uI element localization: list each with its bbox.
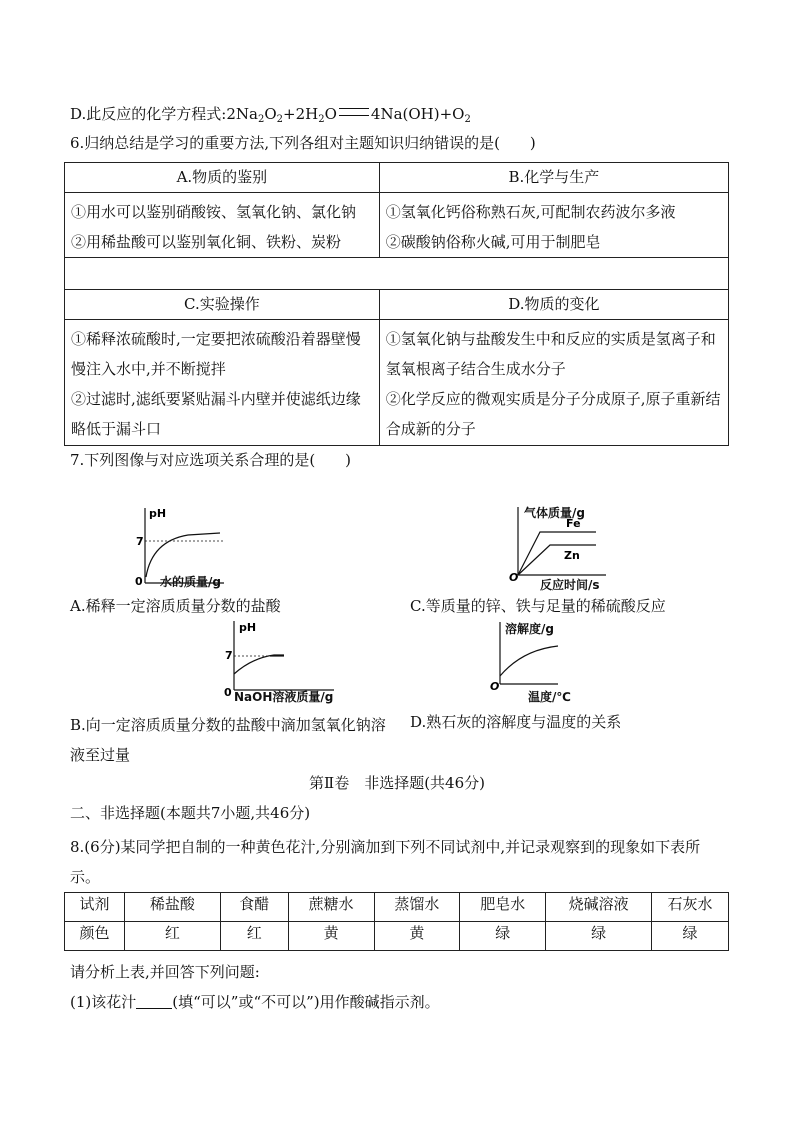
q7-caption-b: B.向一定溶质质量分数的盐酸中滴加氢氧化钠溶液至过量 (70, 716, 386, 764)
series-zn-label: Zn (564, 549, 580, 562)
q8-sub1-after: (填“可以”或“不可以”)用作酸碱指示剂。 (172, 993, 440, 1011)
origin-label: O (490, 680, 500, 692)
q8-table-header-row (65, 893, 729, 922)
ph-curve (234, 655, 284, 674)
y-axis-label: pH (149, 507, 167, 520)
series-fe-line (518, 532, 596, 575)
q8-header-cell: 食醋 (220, 893, 288, 922)
q8-analyze: 请分析上表,并回答下列问题: (70, 963, 260, 981)
q6-b-item-1: ①氢氧化钙俗称熟石灰,可配制农药波尔多液 (385, 203, 676, 221)
q8-sub1 (70, 992, 440, 1012)
y-axis-label: pH (239, 621, 257, 634)
q6-d-content (379, 320, 728, 446)
q8-sub1-before: (1)该花汁 (70, 993, 137, 1011)
q8-cell: 黄 (288, 922, 374, 951)
q8-header-cell: 石灰水 (652, 893, 729, 922)
section-heading: 二、非选择题(本题共7小题,共46分) (70, 804, 311, 822)
q6-a-item-2: ②用稀盐酸可以鉴别氧化铜、铁粉、炭粉 (71, 233, 342, 251)
ph-curve (146, 533, 220, 577)
q5-option-d (70, 104, 471, 124)
q8-header-cell: 稀盐酸 (124, 893, 220, 922)
q6-stem: 6.归纳总结是学习的重要方法,下列各组对主题知识归纳错误的是( ) (70, 134, 536, 152)
ref-line-label: 7 (225, 649, 233, 662)
origin-label: O (509, 571, 519, 584)
chemical-equation: $2Na_2O_2+2H_2O$ $4Na(OH)+O_2$ (226, 105, 471, 125)
q8-table (64, 892, 729, 951)
q6-d-item-1: ①氢氧化钠与盐酸发生中和反应的实质是氢离子和氢氧根离子结合生成水分子 (385, 330, 716, 378)
q6-empty-row (65, 258, 729, 290)
q6-c-title: C.实验操作 (65, 290, 380, 320)
q7-chart-c-ylabel: 气体质量/g (524, 506, 585, 520)
origin-label: 0 (224, 686, 232, 698)
q7-stem: 7.下列图像与对应选项关系合理的是( ) (70, 451, 352, 469)
q8-stem: 8.(6分)某同学把自制的一种黄色花汁,分别滴加到下列不同试剂中,并记录观察到的现象如下表所示。 (70, 838, 701, 886)
q6-c-item-1: ①稀释浓硫酸时,一定要把浓硫酸沿着器壁慢慢注入水中,并不断搅拌 (71, 330, 361, 378)
series-zn-line (518, 545, 596, 575)
q8-header-cell: 烧碱溶液 (546, 893, 652, 922)
q6-d-item-2: ②化学反应的微观实质是分子分成原子,原子重新结合成新的分子 (385, 390, 721, 438)
q8-table-color-row (65, 922, 729, 951)
q7-caption-a: A.稀释一定溶质质量分数的盐酸 (70, 597, 281, 615)
q8-header-cell: 肥皂水 (460, 893, 546, 922)
q7-caption-d: D.熟石灰的溶解度与温度的关系 (410, 713, 622, 731)
q8-cell: 红 (220, 922, 288, 951)
q7-chart-d-ylabel: 溶解度/g (505, 622, 554, 636)
q6-c-item-2: ②过滤时,滤纸要紧贴漏斗内壁并使滤纸边缘略低于漏斗口 (71, 390, 361, 438)
solubility-curve (500, 646, 558, 676)
q8-header-cell: 蒸馏水 (374, 893, 460, 922)
q7-chart-b (222, 618, 342, 698)
q6-a-title: A.物质的鉴别 (65, 163, 380, 193)
answer-blank[interactable] (136, 993, 172, 1009)
equation-equals-sign (339, 108, 369, 116)
q6-d-title: D.物质的变化 (379, 290, 728, 320)
q6-b-title: B.化学与生产 (379, 163, 728, 193)
q7-chart-b-xlabel: NaOH溶液质量/g (234, 690, 334, 704)
q8-cell: 绿 (546, 922, 652, 951)
q6-b-item-2: ②碳酸钠俗称火碱,可用于制肥皂 (385, 233, 601, 251)
q8-header-cell: 试剂 (65, 893, 125, 922)
q7-chart-c-xlabel: 反应时间/s (540, 578, 600, 592)
section-title: 第Ⅱ卷 非选择题(共46分) (309, 774, 485, 792)
q8-cell: 颜色 (65, 922, 125, 951)
origin-label: 0 (135, 575, 143, 588)
series-fe-label: Fe (566, 517, 581, 530)
q6-c-content (65, 320, 380, 446)
q8-cell: 黄 (374, 922, 460, 951)
q7-chart-a-xlabel: 水的质量/g (160, 575, 221, 589)
q7-caption-c: C.等质量的锌、铁与足量的稀硫酸反应 (410, 597, 666, 615)
q8-cell: 绿 (652, 922, 729, 951)
ref-line-label: 7 (136, 535, 144, 548)
q8-cell: 红 (124, 922, 220, 951)
q6-a-content (65, 193, 380, 258)
q7-chart-d-xlabel: 温度/℃ (528, 690, 571, 704)
q6-a-item-1: ①用水可以鉴别硝酸铵、氢氧化钠、氯化钠 (71, 203, 357, 221)
q8-cell: 绿 (460, 922, 546, 951)
q6-b-content (379, 193, 728, 258)
q5-option-d-label: D.此反应的化学方程式: (70, 105, 227, 123)
q8-header-cell: 蔗糖水 (288, 893, 374, 922)
q6-table (64, 162, 729, 446)
